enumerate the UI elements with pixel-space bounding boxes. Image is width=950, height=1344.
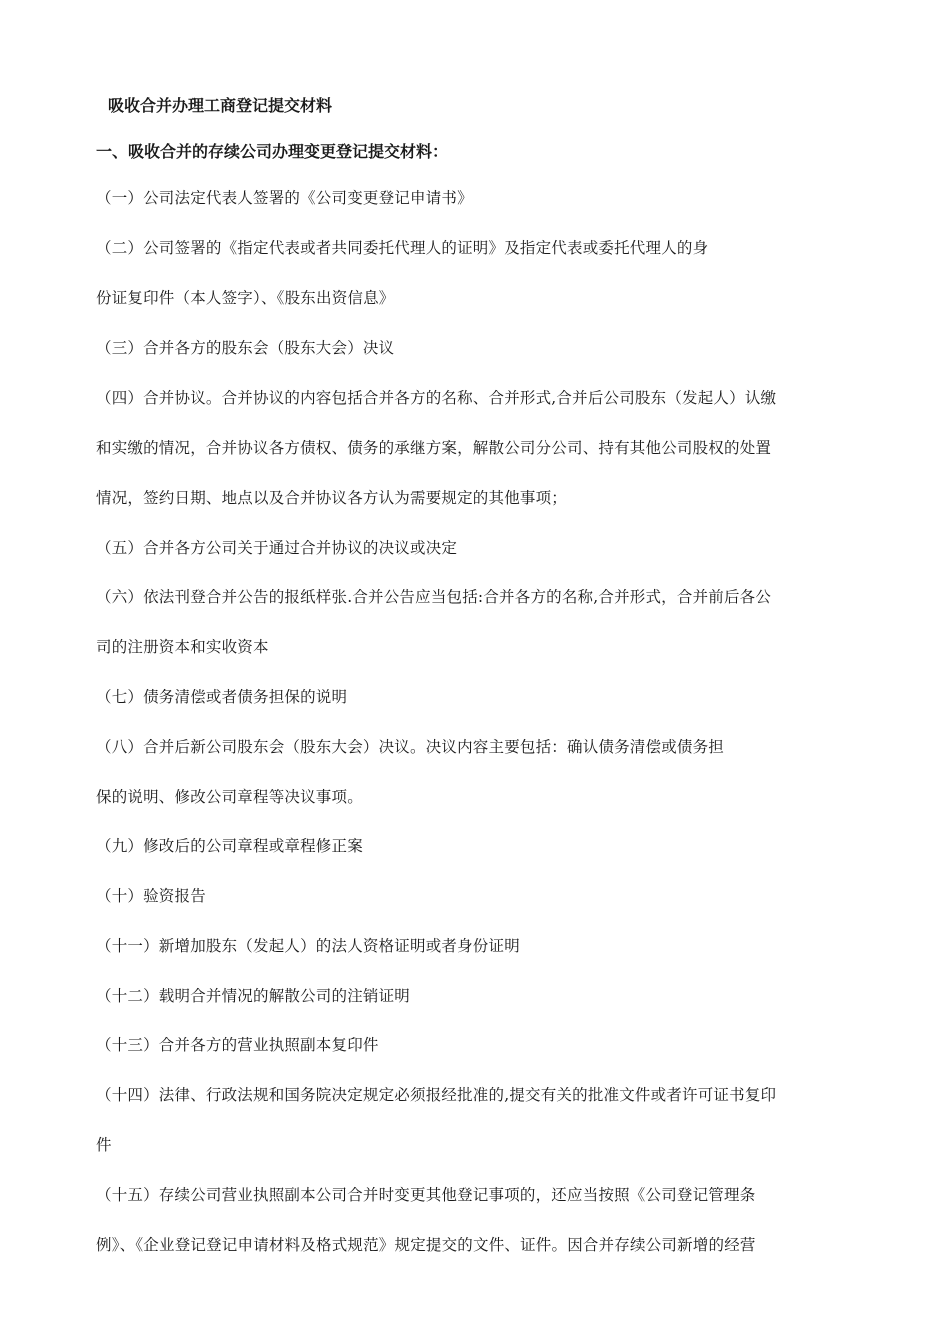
paragraph-line: （十五）存续公司营业执照副本公司合并时变更其他登记事项的，还应当按照《公司登记管理条: [96, 1186, 756, 1204]
paragraph-line: （四）合并协议。合并协议的内容包括合并各方的名称、合并形式,合并后公司股东（发起人）认缴: [96, 389, 777, 407]
paragraph-line: （六）依法刊登合并公告的报纸样张.合并公告应当包括:合并各方的名称,合并形式，合并前后各公: [96, 588, 772, 606]
paragraph-line: 情况，签约日期、地点以及合并协议各方认为需要规定的其他事项；: [96, 489, 568, 507]
paragraph-line: （七）债务清偿或者债务担保的说明: [96, 688, 348, 706]
paragraph-line: （十四）法律、行政法规和国务院决定规定必须报经批准的,提交有关的批准文件或者许可证书复印: [96, 1086, 777, 1104]
paragraph-line: 份证复印件（本人签字）、《股东出资信息》: [96, 289, 395, 307]
paragraph-line: （二）公司签署的《指定代表或者共同委托代理人的证明》及指定代表或委托代理人的身: [96, 239, 709, 257]
paragraph-line: （九）修改后的公司章程或章程修正案: [96, 837, 363, 855]
paragraph-line: （一）公司法定代表人签署的《公司变更登记申请书》: [96, 189, 473, 207]
paragraph-line: 和实缴的情况，合并协议各方债权、债务的承继方案，解散公司分公司、持有其他公司股权的处置: [96, 439, 772, 457]
paragraph-line: （十三）合并各方的营业执照副本复印件: [96, 1036, 379, 1054]
paragraph-line: （五）合并各方公司关于通过合并协议的决议或决定: [96, 539, 458, 557]
paragraph-line: 保的说明、修改公司章程等决议事项。: [96, 788, 363, 806]
paragraph-line: （十一）新增加股东（发起人）的法人资格证明或者身份证明: [96, 937, 520, 955]
paragraph-line: 件: [96, 1136, 112, 1154]
paragraph-line: （十）验资报告: [96, 887, 206, 905]
paragraph-line: （三）合并各方的股东会（股东大会）决议: [96, 339, 395, 357]
paragraph-line: 司的注册资本和实收资本: [96, 638, 269, 656]
paragraph-line: （十二）载明合并情况的解散公司的注销证明: [96, 987, 411, 1005]
document-title: 吸收合并办理工商登记提交材料: [108, 96, 333, 115]
paragraph-line: （八）合并后新公司股东会（股东大会）决议。决议内容主要包括：确认债务清偿或债务担: [96, 738, 725, 756]
paragraph-line: 例》、《企业登记登记申请材料及格式规范》规定提交的文件、证件。因合并存续公司新增的经营: [96, 1236, 756, 1254]
section-heading: 一、吸收合并的存续公司办理变更登记提交材料：: [96, 142, 449, 161]
